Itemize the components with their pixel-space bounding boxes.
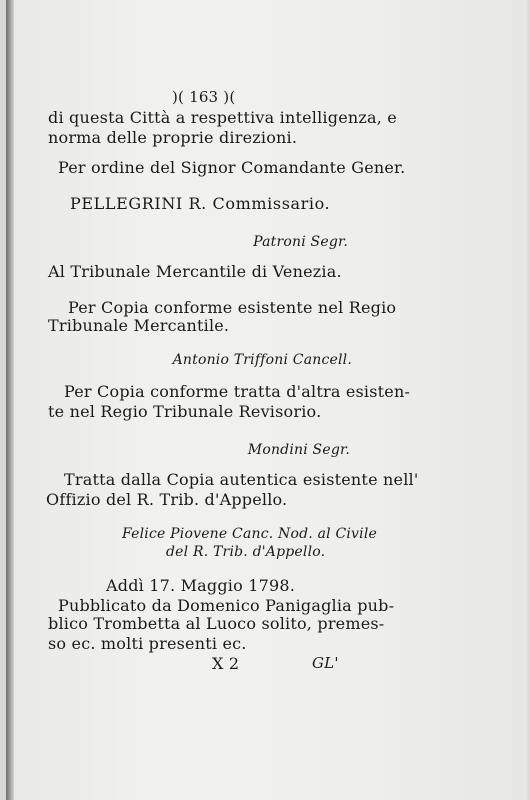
- signature-patroni: Patroni Segr.: [253, 234, 348, 250]
- text-line-2: norma delle proprie direzioni.: [48, 128, 298, 147]
- catchword: GL': [312, 654, 339, 672]
- date-line: Addì 17. Maggio 1798.: [106, 576, 296, 595]
- text-line-10: Per Copia conforme tratta d'altra esisten-: [64, 382, 411, 401]
- text-line-13: Tratta dalla Copia autentica esistente nell': [64, 470, 419, 489]
- page-number: )( 163 )(: [172, 88, 236, 106]
- text-line-1: di questa Città a respettiva intelligenza, e: [48, 108, 397, 127]
- text-line-6: Al Tribunale Mercantile di Venezia.: [48, 262, 342, 281]
- text-line-8: Tribunale Mercantile.: [48, 316, 230, 335]
- text-line-11: te nel Regio Tribunale Revisorio.: [48, 402, 322, 421]
- text-line-20: so ec. molti presenti ec.: [48, 634, 247, 653]
- text-line-14: Offizio del R. Trib. d'Appello.: [46, 490, 288, 509]
- book-spine: [6, 0, 14, 800]
- signature-piovene-2: del R. Trib. d'Appello.: [166, 544, 326, 560]
- signature-triffoni: Antonio Triffoni Cancell.: [172, 352, 352, 368]
- signature-mondini: Mondini Segr.: [247, 442, 350, 458]
- text-line-3: Per ordine del Signor Comandante Gener.: [58, 158, 406, 177]
- signature-piovene-1: Felice Piovene Canc. Nod. al Civile: [122, 526, 378, 542]
- text-line-18: Pubblicato da Domenico Panigaglia pub-: [58, 596, 395, 615]
- text-line-7: Per Copia conforme esistente nel Regio: [68, 298, 397, 317]
- text-line-19: blico Trombetta al Luoco solito, premes-: [48, 614, 385, 633]
- book-page: [6, 0, 530, 800]
- text-line-4: PELLEGRINI R. Commissario.: [70, 194, 331, 213]
- page-edge: [524, 0, 530, 800]
- signature-mark: X 2: [212, 654, 240, 673]
